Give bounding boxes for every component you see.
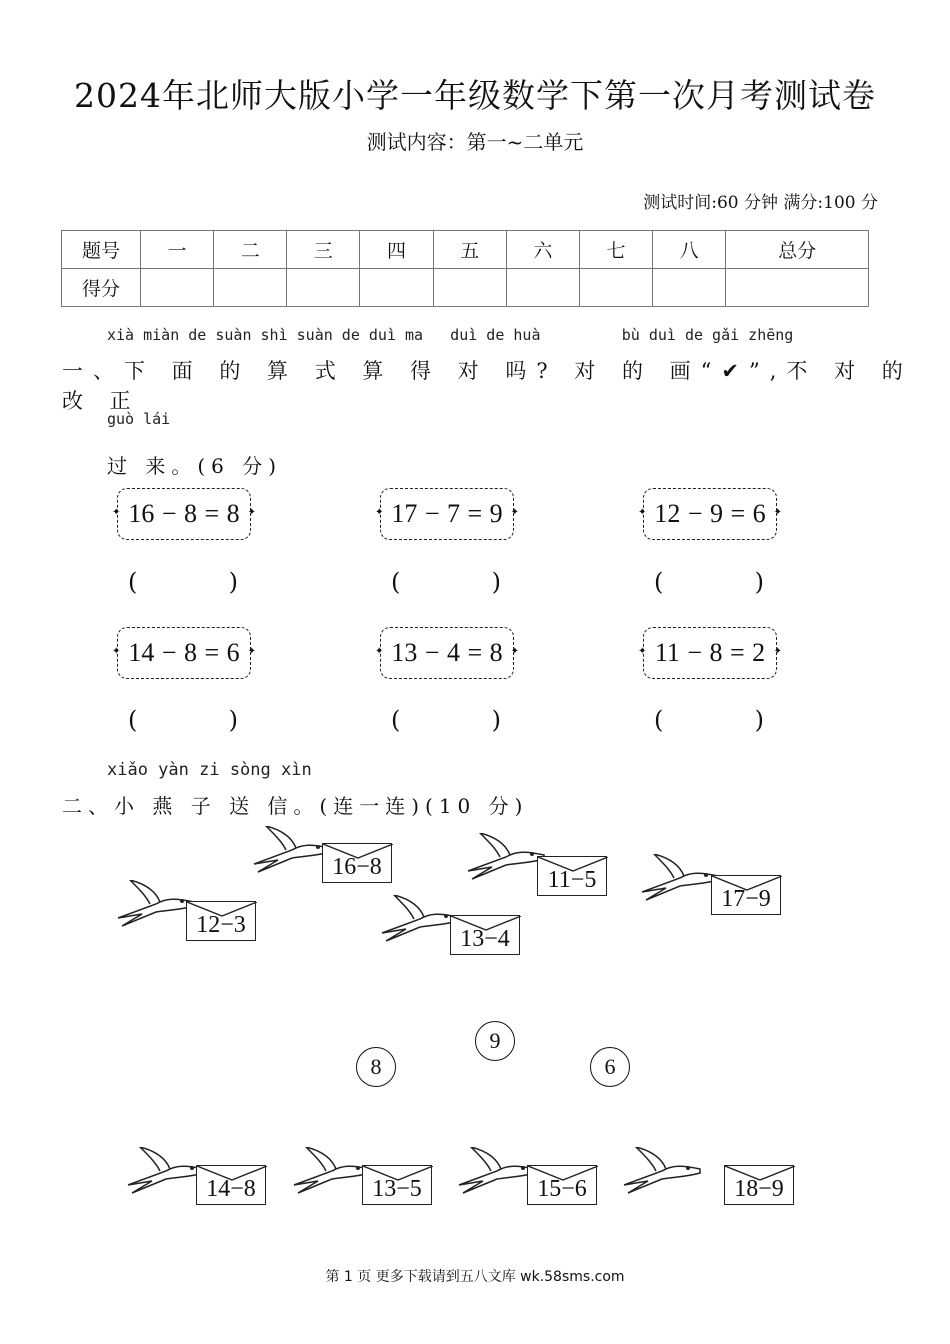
- answer-parens[interactable]: [128, 568, 238, 596]
- paren-close: ): [228, 568, 238, 596]
- envelope-label: 17−9: [721, 886, 771, 912]
- paren-close: ): [491, 706, 501, 734]
- envelope-label: 13−5: [372, 1176, 422, 1202]
- paren-open: (: [391, 706, 401, 734]
- equation-box: ✦ 17 − 7 = 9 ✦: [380, 488, 514, 540]
- envelope-label: 12−3: [196, 912, 246, 938]
- paren-open: (: [128, 706, 138, 734]
- envelope-label: 13−4: [460, 926, 510, 952]
- paren-close: ): [754, 706, 764, 734]
- envelope-label: 18−9: [734, 1176, 784, 1202]
- envelope[interactable]: [362, 1165, 432, 1205]
- score-cell: 题号: [62, 231, 141, 269]
- paren-close: ): [754, 568, 764, 596]
- section1-heading-2: 过 来。(6 分): [107, 454, 283, 478]
- equation-box: ✦ 14 − 8 = 6 ✦: [117, 627, 251, 679]
- page-footer: 第 1 页 更多下载请到五八文库 wk.58sms.com: [325, 1269, 625, 1285]
- envelope-label: 15−6: [537, 1176, 587, 1202]
- equation-box: ✦ 11 − 8 = 2 ✦: [643, 627, 777, 679]
- score-input-cell[interactable]: [506, 269, 579, 307]
- envelope[interactable]: [196, 1165, 266, 1205]
- envelope[interactable]: [724, 1165, 794, 1205]
- envelope[interactable]: [527, 1165, 597, 1205]
- score-table-score-row: [62, 269, 869, 307]
- page-subtitle: 测试内容：第一~二单元: [366, 130, 584, 154]
- score-input-cell[interactable]: [214, 269, 287, 307]
- score-input-cell[interactable]: [726, 269, 869, 307]
- mailbox-number[interactable]: 9: [475, 1021, 515, 1061]
- score-cell: 四: [360, 231, 433, 269]
- score-table: [61, 230, 869, 307]
- section2-pinyin: xiǎo yàn zi sòng xìn: [107, 760, 312, 780]
- score-cell: 八: [653, 231, 726, 269]
- swallow-icon: [380, 895, 460, 945]
- score-cell: 总分: [726, 231, 869, 269]
- score-cell: 三: [287, 231, 360, 269]
- answer-parens[interactable]: [391, 568, 501, 596]
- envelope-flap-icon: [363, 1166, 433, 1206]
- envelope[interactable]: [711, 875, 781, 915]
- envelope-label: 11−5: [547, 867, 597, 893]
- paren-open: (: [128, 568, 138, 596]
- envelope-flap-icon: [538, 857, 608, 897]
- envelope-flap-icon: [725, 1166, 795, 1206]
- answer-parens[interactable]: [128, 706, 238, 734]
- score-table-header-row: [62, 231, 869, 269]
- score-input-cell[interactable]: [141, 269, 214, 307]
- swallow-icon: [640, 854, 720, 904]
- envelope-flap-icon: [451, 916, 521, 956]
- section2-heading: 二、小 燕 子 送 信。(连一连)(10 分): [62, 794, 529, 818]
- envelope-flap-icon: [187, 902, 257, 942]
- answer-parens[interactable]: [654, 568, 764, 596]
- score-cell: 六: [506, 231, 579, 269]
- section1-pinyin-2: guò lái: [107, 410, 171, 428]
- envelope-flap-icon: [197, 1166, 267, 1206]
- score-cell: 一: [141, 231, 214, 269]
- swallow-icon: [116, 880, 196, 930]
- page-title: 2024年北师大版小学一年级数学下第一次月考测试卷: [74, 76, 876, 115]
- equation-box: ✦ 13 − 4 = 8 ✦: [380, 627, 514, 679]
- score-input-cell[interactable]: [287, 269, 360, 307]
- answer-parens[interactable]: [654, 706, 764, 734]
- envelope[interactable]: [322, 843, 392, 883]
- mailbox-number[interactable]: 6: [590, 1047, 630, 1087]
- envelope-label: 14−8: [206, 1176, 256, 1202]
- score-input-cell[interactable]: [433, 269, 506, 307]
- mailbox-number[interactable]: 8: [356, 1047, 396, 1087]
- envelope[interactable]: [537, 856, 607, 896]
- section1-pinyin: xià miàn de suàn shì suàn de duì ma duì de huà bù duì de gǎi zhēng: [107, 326, 794, 344]
- score-cell: 五: [433, 231, 506, 269]
- section1-heading: 一、下 面 的 算 式 算 得 对 吗? 对 的 画“✔”,不 对 的 改 正: [62, 359, 913, 413]
- score-input-cell[interactable]: [653, 269, 726, 307]
- paren-close: ): [491, 568, 501, 596]
- score-input-cell[interactable]: [360, 269, 433, 307]
- score-input-cell[interactable]: [579, 269, 652, 307]
- envelope-flap-icon: [712, 876, 782, 916]
- score-row-label: 得分: [62, 269, 141, 307]
- envelope-flap-icon: [323, 844, 393, 884]
- answer-parens[interactable]: [391, 706, 501, 734]
- score-cell: 二: [214, 231, 287, 269]
- swallow-icon: [126, 1147, 206, 1197]
- swallow-icon: [457, 1147, 537, 1197]
- envelope[interactable]: [186, 901, 256, 941]
- envelope-flap-icon: [528, 1166, 598, 1206]
- swallow-icon: [292, 1147, 372, 1197]
- score-cell: 七: [579, 231, 652, 269]
- equation-box: ✦ 12 − 9 = 6 ✦: [643, 488, 777, 540]
- envelope-label: 16−8: [332, 854, 382, 880]
- swallow-icon: [622, 1147, 702, 1197]
- equation-box: ✦ 16 − 8 = 8 ✦: [117, 488, 251, 540]
- paren-open: (: [654, 568, 664, 596]
- paren-close: ): [228, 706, 238, 734]
- swallow-icon: [252, 826, 332, 876]
- paren-open: (: [654, 706, 664, 734]
- exam-meta: 测试时间:60 分钟 满分:100 分: [643, 193, 878, 213]
- envelope[interactable]: [450, 915, 520, 955]
- swallow-icon: [466, 833, 546, 883]
- paren-open: (: [391, 568, 401, 596]
